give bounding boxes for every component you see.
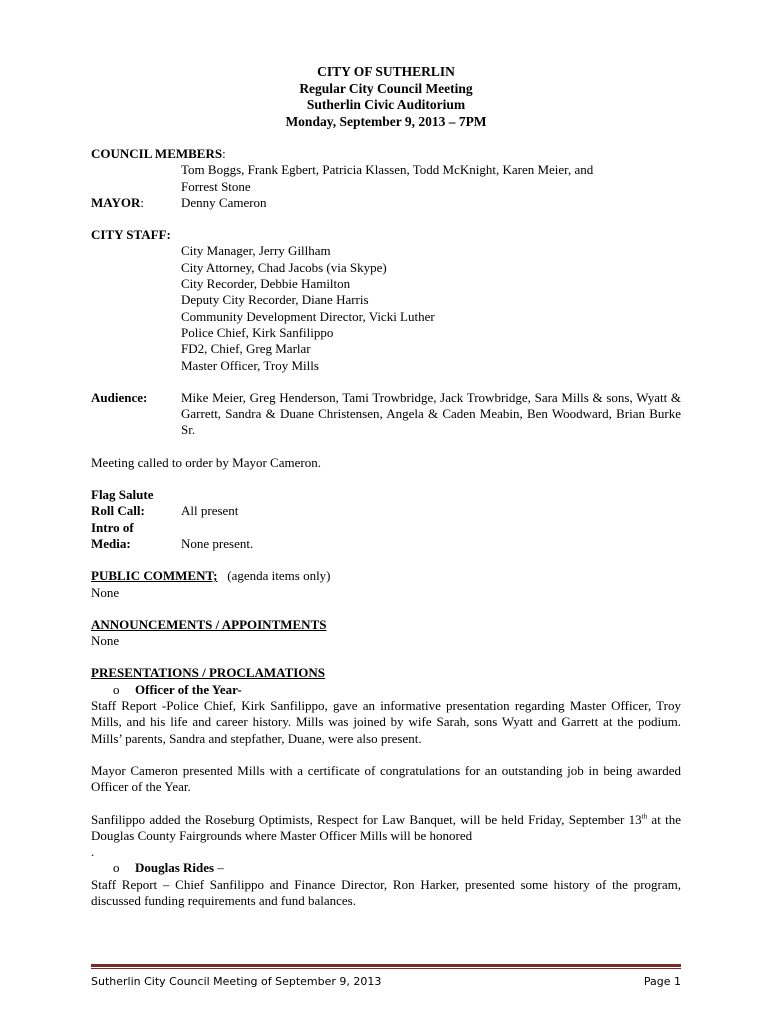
city-staff-section [91, 227, 681, 374]
public-comment-heading: PUBLIC COMMENT; [91, 568, 218, 584]
media-label: Media: [91, 535, 131, 551]
staff-member: Community Development Director, Vicki Luther [181, 308, 435, 324]
footer-divider [91, 964, 681, 967]
announcements-section [91, 617, 681, 650]
council-members-line1: Tom Boggs, Frank Egbert, Patricia Klassen, Todd McKnight, Karen Meier, and [181, 162, 594, 178]
mayor-name: Denny Cameron [181, 194, 267, 210]
mayor-label: MAYOR [91, 194, 141, 210]
roll-call-value: All present [181, 503, 239, 519]
presentation-item-title: Douglas Rides [135, 860, 215, 876]
presentation-item-officer [91, 682, 681, 698]
page-footer [91, 974, 681, 990]
public-comment-body: None [91, 584, 120, 600]
audience-label: Audience: [91, 389, 148, 405]
bullet-marker: o [113, 860, 120, 876]
footer-title: Sutherlin City Council Meeting of September 9, 2013 [91, 975, 382, 988]
header-meeting-type: Regular City Council Meeting [299, 80, 473, 96]
footer-divider-thin [91, 968, 681, 969]
page-number: Page 1 [643, 975, 681, 988]
audience-section [91, 390, 681, 439]
document-page [91, 64, 681, 909]
public-comment-section [91, 568, 681, 601]
presentations-heading: PRESENTATIONS / PROCLAMATIONS [91, 665, 326, 681]
proceedings-section [91, 487, 681, 552]
public-comment-note: (agenda items only) [227, 568, 331, 584]
staff-member: Master Officer, Troy Mills [181, 357, 319, 373]
presentation-paragraph: Mayor Cameron presented Mills with a certificate of congratulations for an outstanding job in being awarded Officer of the Year. [91, 762, 681, 795]
intro-of-label: Intro of [91, 519, 134, 535]
header-city: CITY OF SUTHERLIN [317, 64, 455, 79]
council-members-section: COUNCIL MEMBERS: Tom Boggs, Frank Egbert, Patricia Klassen, Todd McKnight, Karen Meier, and Forrest Stone MAYOR: Denny Cameron [91, 146, 681, 211]
staff-member: Police Chief, Kirk Sanfilippo [181, 324, 334, 340]
announcements-body: None [91, 633, 120, 649]
called-to-order: Meeting called to order by Mayor Cameron. [91, 454, 321, 470]
presentation-paragraph: Staff Report -Police Chief, Kirk Sanfilippo, gave an informative presentation regarding Master Officer, Troy Mills, and his life and career history. Mills was joined by wife Sarah, sons Wyatt and Garrett at the podium. Mills’ parents, Sandra and stepfather, Duane, were also present. [91, 698, 681, 746]
flag-salute: Flag Salute [91, 487, 154, 503]
council-members-label: COUNCIL MEMBERS [91, 146, 223, 161]
council-members-line2: Forrest Stone [181, 178, 251, 194]
media-value: None present. [181, 535, 254, 551]
roll-call-label: Roll Call: [91, 503, 145, 519]
presentation-item-douglas-rides: o Douglas Rides – [113, 860, 224, 876]
presentation-paragraph: Staff Report – Chief Sanfilippo and Finance Director, Ron Harker, presented some history of the program, discussed funding requirements and fund balances. [91, 876, 681, 908]
presentations-section [91, 665, 681, 909]
staff-member: Deputy City Recorder, Diane Harris [181, 292, 369, 308]
header-venue: Sutherlin Civic Auditorium [306, 97, 466, 112]
staff-member: City Recorder, Debbie Hamilton [181, 276, 351, 292]
header-date: Monday, September 9, 2013 – 7PM [285, 113, 487, 129]
presentation-paragraph: Sanfilippo added the Roseburg Optimists, Respect for Law Banquet, will be held Friday, September 13th at the Douglas County Fairgrounds where Master Officer Mills will be honored [91, 811, 681, 843]
document-header [91, 64, 681, 130]
staff-member: City Attorney, Chad Jacobs (via Skype) [181, 259, 387, 275]
presentation-item-title: Officer of the Year- [135, 681, 242, 697]
announcements-heading: ANNOUNCEMENTS / APPOINTMENTS [91, 616, 327, 632]
bullet-marker: o [113, 681, 120, 697]
staff-member: City Manager, Jerry Gillham [181, 243, 331, 259]
city-staff-label: CITY STAFF: [91, 227, 171, 243]
audience-list: Mike Meier, Greg Henderson, Tami Trowbridge, Jack Trowbridge, Sara Mills & sons, Wyatt & Garrett, Sandra & Duane Christensen, Angela & Caden Meabin, Ben Woodward, Brian Burke Sr. [181, 389, 681, 438]
staff-member: FD2, Chief, Greg Marlar [181, 341, 311, 357]
stray-period: . [91, 844, 95, 860]
